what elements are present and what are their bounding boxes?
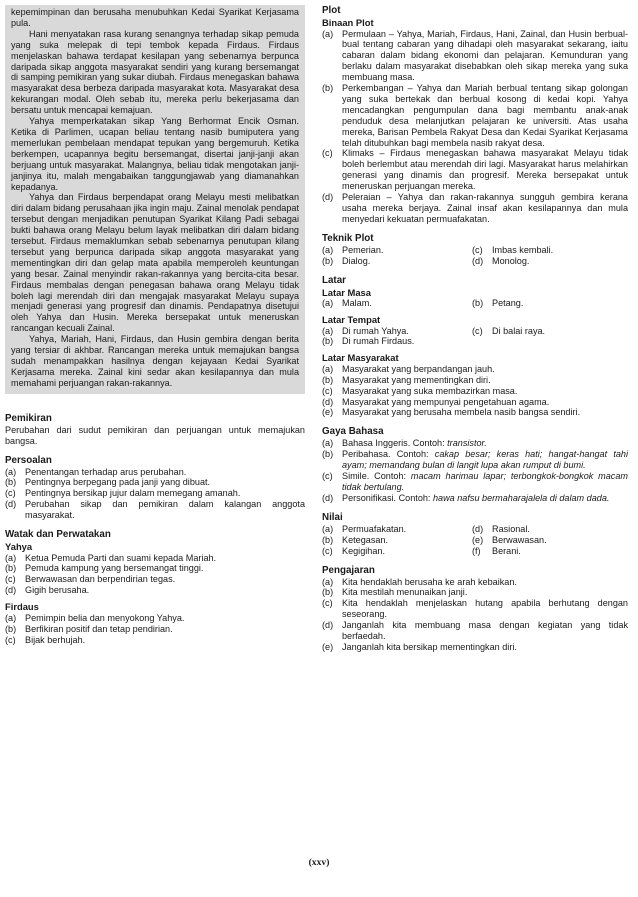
list-item: (a) Pemimpin belia dan menyokong Yahya. (5, 612, 185, 623)
latar-masa-heading: Latar Masa (322, 286, 371, 298)
list-item: (b) Dialog. (322, 255, 371, 266)
plot-heading: Plot (322, 5, 341, 16)
list-item: (c) Klimaks – Firdaus menegaskan bahawa masyarakat Melayu tidak boleh berlembut atau merendah diri lagi. Masyarakat harus melahirkan generasi yang dinamis dan progresif. Mereka bersepakat untuk meneruskan perjuangan mereka. (322, 148, 628, 192)
left-column (5, 5, 305, 645)
list-item: (b) Masyarakat yang mementingkan diri. (322, 374, 491, 385)
list-item: (c) Masyarakat yang suka membazirkan masa. (322, 385, 518, 396)
list-item: (d) Gigih berusaha. (5, 585, 90, 596)
list-item: (d) Personifikasi. Contoh: hawa nafsu bermaharajalela di dalam dada. (322, 492, 610, 503)
latar-masyarakat-heading: Latar Masyarakat (322, 352, 399, 364)
list-item: (f) Berani. (472, 545, 521, 556)
list-item: (a) Di rumah Yahya. (322, 325, 409, 336)
list-item: (c) Simile. Contoh: macam harimau lapar; terbongkok-bongkok macam tidak bertulang. (322, 471, 628, 492)
list-item: (b) Di rumah Firdaus. (322, 336, 415, 347)
watak-heading: Watak dan Perwatakan (5, 529, 111, 541)
list-item: (b) Pentingnya berpegang pada janji yang dibuat. (5, 477, 211, 488)
list-item: (a) Malam. (322, 298, 372, 309)
passage-paragraph: Yahya memperkatakan sikap Yang Berhormat Encik Osman. Ketika di Parlimen, ucapan beliau tentang nasib bumiputera yang memerlukan pembelaan mendapat tepukan yang bergemuruh. Ketika berkempen, ucapannya begitu bersemangat, disertai janji-janji akan berjuang untuk masyarakat. Malangnya, beliau tidak mengotakan janji-janjinya itu, malah mengabaikan tanggungjawab yang diamanahkan kepadanya. (11, 116, 299, 192)
plot-section (322, 5, 628, 225)
latar-heading: Latar (322, 274, 346, 286)
list-item: (b) Kita mestilah menunaikan janji. (322, 587, 468, 598)
latar-section (322, 275, 628, 419)
pemikiran-section (5, 413, 305, 447)
list-item: (e) Janganlah kita bersikap mementingkan diri. (322, 641, 517, 652)
list-item: (e) Berwawasan. (472, 534, 547, 545)
list-item: (e) Masyarakat yang berusaha membela nasib bangsa sendiri. (322, 407, 581, 418)
passage-paragraph: Yahya dan Firdaus berpendapat orang Melayu mesti melibatkan diri dalam bidang perusahaan jika ingin maju. Zainal menolak pendapat tersebut dengan menjadikan penutupan Syarikat Kilang Padi sebagai bukti bahawa orang Melayu belum layak melibatkan diri dalam bidang tersebut. Firdaus memaklumkan sebab sebenarnya penutupan kilang tersebut yang berpunca daripada sikap anggota masyarakat yang mementingkan diri dan gelap mata apabila memperoleh keuntungan yang besar. Zainal menyindir rakan-rakannya yang bercita-cita besar. Firdaus membalas dengan penegasan bahawa orang Melayu tidak boleh lagi merendah diri dan mengajak masyarakat Melayu supaya menjadi generasi yang progresif dan dinamis. Pendapatnya disetujui oleh Yahya dan Husin. Mereka bersepakat untuk meneruskan rancangan kecuali Zainal. (11, 192, 299, 334)
persoalan-heading: Persoalan (5, 454, 52, 466)
list-item: (a) Pemerian. (322, 244, 384, 255)
list-item: (c) Di balai raya. (472, 325, 546, 336)
list-item: (b) Ketegasan. (322, 534, 389, 545)
character-name-firdaus: Firdaus (5, 601, 39, 613)
list-item: (c) Kita hendaklah menjelaskan hutang apabila berhutang dengan seseorang. (322, 598, 628, 620)
list-item: (a) Kita hendaklah berusaha ke arah kebaikan. (322, 576, 517, 587)
list-item: (b) Perkembangan – Yahya dan Mariah berbual tentang sikap golongan yang suka bertekak dan berbual kosong di kedai kopi. Yahya mencadangkan pengumpulan dana bagi membantu anak-anak penduduk desa melanjutkan pelajaran ke universiti. Atas usaha mereka, Barisan Pembela Rakyat Desa dan Kedai Syarikat Kerjasama telah ditubuhkan bagi membela nasib rakyat desa. (322, 83, 628, 148)
list-item: (c) Berwawasan dan berpendirian tegas. (5, 574, 176, 585)
list-item: (d) Masyarakat yang mempunyai pengetahuan agama. (322, 396, 550, 407)
watak-section (5, 529, 305, 645)
list-item: (c) Imbas kembali. (472, 244, 554, 255)
list-item: (b) Pemuda kampung yang bersemangat tinggi. (5, 563, 204, 574)
page-number: (xxv) (308, 857, 330, 868)
pengajaran-section (322, 565, 628, 653)
passage-paragraph: Hani menyatakan rasa kurang senangnya terhadap sikap pemuda yang suka melepak di tepi tembok kepada Firdaus. Firdaus menjelaskan bahawa terdapat kesilapan yang sebenarnya berpunca daripada sikap anggota masyarakat sendiri yang kurang bersemangat di samping pemikiran yang sukar diubah. Firdaus menegaskan bahawa masyarakat desa berbeza daripada masyarakat kota. Masyarakat desa kekurangan modal. Oleh sebab itu, mereka perlu bekerjasama dan bersatu untuk mencapai kemajuan. (11, 28, 299, 116)
list-item: (a) Penentangan terhadap arus perubahan. (5, 466, 187, 477)
latar-tempat-heading: Latar Tempat (322, 314, 381, 326)
list-item: (a) Permulaan – Yahya, Mariah, Firdaus, Hani, Zainal, dan Husin berbual-bual tentang cabaran yang dihadapi oleh masyarakat sekarang, iaitu cabaran dalam bidang ekonomi dan pelajaran. Kemunduran yang berlaku dalam masyarakat disebabkan oleh sikap mereka yang suka membuang masa. (322, 28, 628, 83)
pengajaran-heading: Pengajaran (322, 564, 375, 576)
list-item: (a) Ketua Pemuda Parti dan suami kepada Mariah. (5, 552, 217, 563)
list-item: (d) Perubahan sikap dan pemikiran dalam kalangan anggota masyarakat. (5, 499, 305, 521)
pemikiran-text: Perubahan dari sudut pemikiran dan perjuangan untuk memajukan bangsa. (5, 424, 305, 446)
list-item: (d) Peleraian – Yahya dan rakan-rakannya sungguh gembira kerana usaha mereka berjaya. Zainal insaf akan kesilapannya dan mula menyedari kekuatan permuafakatan. (322, 192, 628, 224)
teknik-plot-heading: Teknik Plot (322, 232, 374, 244)
list-item: (c) Kegigihan. (322, 545, 385, 556)
nilai-section (322, 512, 628, 557)
list-item: (b) Petang. (472, 298, 524, 309)
list-item: (d) Janganlah kita membuang masa dengan kegiatan yang tidak berfaedah. (322, 620, 628, 642)
right-column (322, 5, 628, 653)
nilai-heading: Nilai (322, 511, 343, 523)
list-item: (a) Masyarakat yang berpandangan jauh. (322, 363, 495, 374)
persoalan-section (5, 455, 305, 522)
list-item: (a) Permuafakatan. (322, 523, 407, 534)
list-item: (b) Berfikiran positif dan tetap pendirian. (5, 623, 173, 634)
gaya-bahasa-heading: Gaya Bahasa (322, 426, 384, 438)
list-item: (c) Bijak berhujah. (5, 634, 86, 645)
binaan-plot-heading: Binaan Plot (322, 17, 374, 28)
teknik-plot-section (322, 233, 628, 267)
list-item: (d) Rasional. (472, 523, 530, 534)
list-item: (b) Peribahasa. Contoh: cakap besar; keras hati; hangat-hangat tahi ayam; memandang bulan di langit lupa akan rumput di bumi. (322, 449, 628, 471)
gaya-bahasa-section (322, 426, 628, 503)
passage-paragraph: kepemimpinan dan berusaha menubuhkan Kedai Syarikat Kerjasama pula. (11, 7, 299, 28)
list-item: (d) Monolog. (472, 255, 530, 266)
list-item: (a) Bahasa Inggeris. Contoh: transistor. (322, 438, 487, 449)
passage-paragraph: Yahya, Mariah, Hani, Firdaus, dan Husin gembira dengan berita yang tersiar di akhbar. Rancangan mereka untuk memajukan bangsa sudah menampakkan hasilnya dengan kejayaan Kedai Syarikat Kerjasama mereka. Zainal kini sedar akan kesilapannya dan mula memahami perjuangan rakan-rakannya. (11, 334, 299, 388)
synopsis-box (5, 5, 305, 394)
character-name-yahya: Yahya (5, 541, 33, 553)
list-item: (c) Pentingnya bersikap jujur dalam memegang amanah. (5, 488, 241, 499)
pemikiran-heading: Pemikiran (5, 412, 52, 424)
